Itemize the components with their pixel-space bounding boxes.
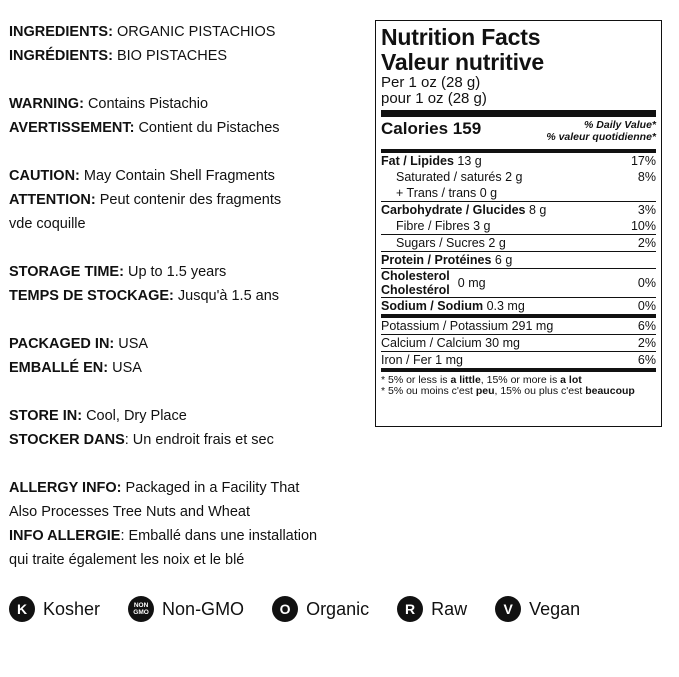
ingredients-block [9,20,369,68]
serving-size-en: Per 1 oz (28 g) [381,74,481,91]
daily-value-fr: % valeur quotidienne* [546,131,656,143]
footnote-fr-bold: peu [475,385,495,397]
store-block [9,404,369,452]
calories-label: Calories 159 [381,119,482,138]
potassium-label: Potassium / Potassium 291 mg [381,319,554,333]
raw-icon: R [397,596,423,622]
protein-label: Protein / Protéines [381,253,492,267]
cholesterol-label-en: Cholesterol [381,269,450,283]
ingredients-fr-value: BIO PISTACHES [112,48,228,64]
badge-label: Vegan [529,598,581,619]
storage-line [9,260,369,284]
nutrition-title-fr: Valeur nutritive [381,49,544,75]
store-label: STORE IN: [9,408,83,424]
badge-label: Organic [306,598,370,619]
badge-raw [397,596,467,622]
iron-label: Iron / Fer 1 mg [381,353,463,367]
warning-line [9,92,369,116]
storage-fr-line [9,284,369,308]
carbohydrate-row [381,202,656,218]
non-gmo-icon: NON GMO [128,596,154,622]
ingredients-line [9,20,369,44]
calories-row [381,117,656,153]
allergy-block [9,476,369,572]
footnote-fr-bold: beaucoup [585,385,635,397]
carbohydrate-label: Carbohydrate / Glucides [381,203,526,217]
warning-fr-value: Contient du Pistaches [134,120,280,136]
saturated-row [381,169,656,185]
saturated-label: Saturated / saturés 2 g [396,170,523,184]
allergy-fr-line [9,524,369,548]
packaged-line [9,332,369,356]
store-fr-value: : Un endroit frais et sec [124,432,274,448]
potassium-row [381,318,656,335]
packaged-label: PACKAGED IN: [9,336,115,352]
cholesterol-amount: 0 mg [457,276,486,290]
caution-fr-line-2: vde coquille [9,216,86,232]
badge-vegan [495,596,580,622]
footnote-en-bold: a little [450,374,481,386]
caution-fr-value: Peut contenir des fragments [95,192,282,208]
footnote-fr-part: , 15% ou plus c'est [494,385,586,397]
daily-value-header [546,119,656,143]
warning-label: WARNING: [9,96,84,112]
storage-block [9,260,369,308]
badge-label: Raw [431,598,468,619]
packaged-block [9,332,369,380]
certification-badges [9,593,669,625]
vegan-icon: V [495,596,521,622]
potassium-dv: 6% [637,319,656,333]
fibre-row [381,218,656,235]
carbohydrate-dv: 3% [637,203,656,217]
kosher-icon: K [9,596,35,622]
packaged-fr-value: USA [108,360,142,376]
sodium-label: Sodium / Sodium [381,299,484,313]
allergy-fr-label: INFO ALLERGIE [9,528,121,544]
ingredients-value: ORGANIC PISTACHIOS [112,24,276,40]
thick-divider [381,110,656,117]
ingredients-fr-label: INGRÉDIENTS: [9,48,113,64]
allergy-label: ALLERGY INFO: [9,480,122,496]
storage-fr-label: TEMPS DE STOCKAGE: [9,288,174,304]
store-fr-label: STOCKER DANS [9,432,125,448]
storage-fr-value: Jusqu'à 1.5 ans [173,288,280,304]
sodium-row [381,298,656,318]
badge-label: Kosher [43,598,101,619]
fibre-dv: 10% [630,219,656,233]
footnote-en-part: * 5% or less is [381,374,451,386]
nutrition-facts-panel [375,20,662,427]
badge-kosher [9,596,100,622]
caution-block [9,164,369,236]
packaged-value: USA [114,336,149,352]
iron-dv: 6% [637,353,656,367]
store-value: Cool, Dry Place [82,408,187,424]
daily-value-en: % Daily Value* [584,119,656,131]
warning-fr-line [9,116,369,140]
footnote-fr [381,386,656,397]
ingredients-fr-line [9,44,369,68]
cholesterol-dv: 0% [637,276,656,290]
footnote-en-bold: a lot [560,374,582,386]
calcium-label: Calcium / Calcium 30 mg [381,336,520,350]
packaged-fr-line [9,356,369,380]
cholesterol-label-fr: Cholestérol [381,283,450,297]
warning-fr-label: AVERTISSEMENT: [9,120,135,136]
sugars-label: Sugars / Sucres 2 g [396,236,506,250]
fat-row [381,153,656,169]
sodium-amount: 0.3 mg [483,299,525,313]
saturated-dv: 8% [637,170,656,184]
allergy-fr-line-2: qui traite également les noix et le blé [9,552,245,568]
product-info [9,20,369,596]
allergy-line [9,476,369,500]
allergy-line-2: Also Processes Tree Nuts and Wheat [9,504,250,520]
caution-fr-line [9,188,369,212]
protein-row [381,252,656,269]
allergy-fr-value: : Emballé dans une installation [120,528,318,544]
allergy-value: Packaged in a Facility That [121,480,300,496]
fat-label: Fat / Lipides [381,154,454,168]
cholesterol-label [381,269,450,297]
calcium-row [381,335,656,352]
footnote-en-part: , 15% or more is [480,374,561,386]
warning-value: Contains Pistachio [83,96,209,112]
calcium-dv: 2% [637,336,656,350]
badge-non-gmo [128,596,244,622]
sugars-row [381,235,656,252]
fat-dv: 17% [630,154,656,168]
fat-amount: 13 g [453,154,482,168]
sugars-dv: 2% [637,236,656,250]
caution-value: May Contain Shell Fragments [79,168,275,184]
store-line [9,404,369,428]
organic-icon: O [272,596,298,622]
carbohydrate-amount: 8 g [525,203,547,217]
sodium-dv: 0% [637,299,656,313]
serving-size-fr: pour 1 oz (28 g) [381,90,487,107]
footnote [381,372,656,397]
iron-row [381,352,656,372]
warning-block [9,92,369,140]
caution-line [9,164,369,188]
fibre-label: Fibre / Fibres 3 g [396,219,491,233]
footnote-fr-part: * 5% ou moins c'est [381,385,476,397]
protein-amount: 6 g [491,253,513,267]
trans-row [381,185,656,202]
ingredients-label: INGREDIENTS: [9,24,113,40]
caution-label: CAUTION: [9,168,80,184]
store-fr-line [9,428,369,452]
storage-label: STORAGE TIME: [9,264,124,280]
caution-fr-label: ATTENTION: [9,192,96,208]
nutrition-title-en: Nutrition Facts [381,24,541,50]
storage-value: Up to 1.5 years [123,264,227,280]
badge-organic [272,596,369,622]
cholesterol-row [381,269,656,298]
packaged-fr-label: EMBALLÉ EN: [9,360,109,376]
trans-label: + Trans / trans 0 g [396,186,498,200]
badge-label: Non-GMO [162,598,245,619]
